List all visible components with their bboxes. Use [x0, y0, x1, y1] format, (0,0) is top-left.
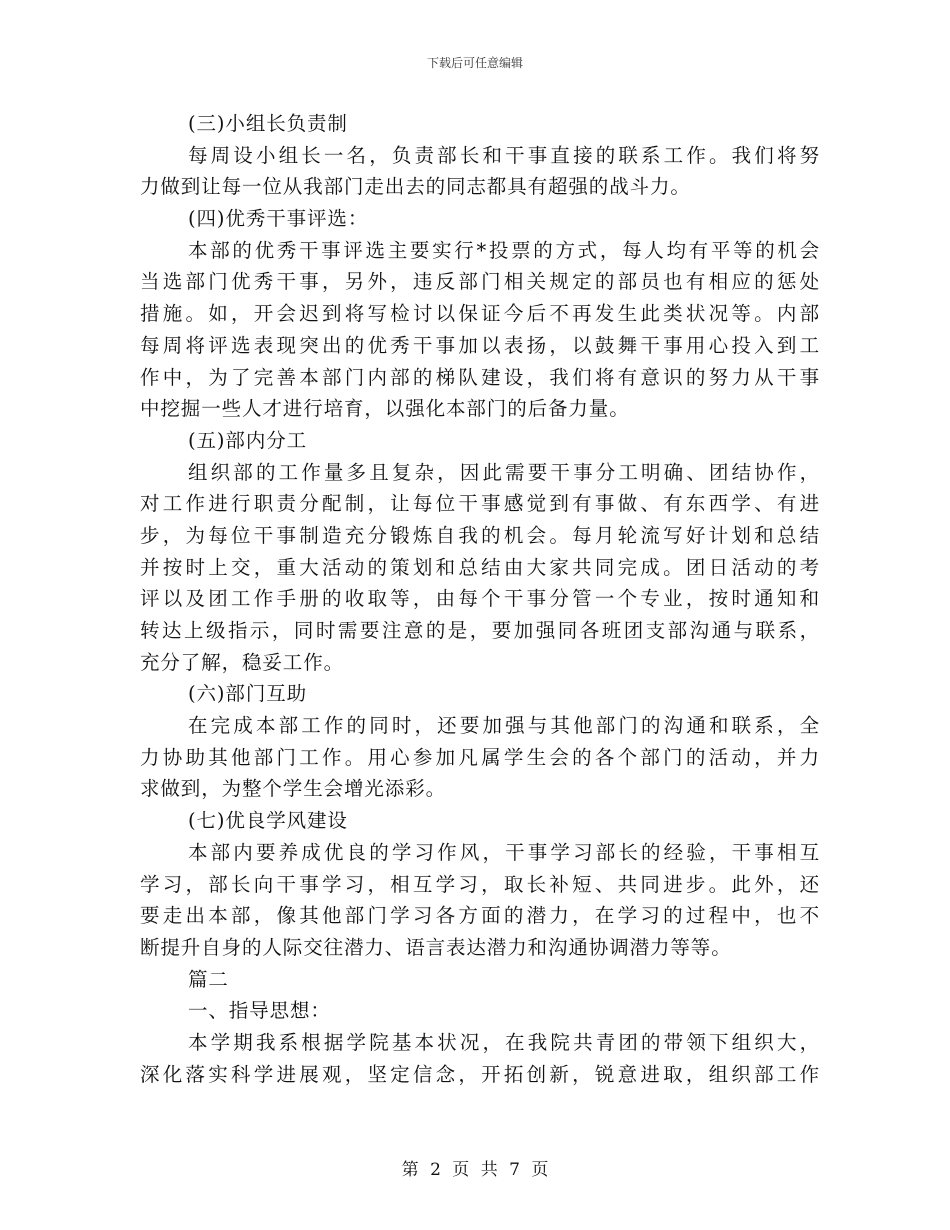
text-line: 本学期我系根据学院基本状况，在我院共青团的带领下组织大，: [188, 1030, 820, 1054]
text-line: 当选部门优秀干事，另外，违反部门相关规定的部员也有相应的惩处: [140, 270, 820, 294]
text-line: (三)小组长负责制: [188, 112, 348, 135]
text-line: 组织部的工作量多且复杂，因此需要干事分工明确、团结协作，: [188, 460, 820, 484]
text-line: 中挖掘一些人才进行培育，以强化本部门的后备力量。: [140, 397, 630, 421]
text-line: 在完成本部工作的同时，还要加强与其他部门的沟通和联系，全: [188, 714, 820, 738]
text-line: 本部内要养成优良的学习作风，干事学习部长的经验，干事相互: [188, 840, 820, 864]
text-line: 作中，为了完善本部门内部的梯队建设，我们将有意识的努力从干事: [140, 365, 820, 389]
text-line: 深化落实科学进展观，坚定信念，开拓创新，锐意进取，组织部工作: [140, 1062, 820, 1086]
text-line: 求做到，为整个学生会增光添彩。: [140, 777, 447, 801]
text-line: (六)部门互助: [188, 682, 308, 706]
text-line: 一、指导思想：: [188, 999, 331, 1023]
header-note: 下载后可任意编辑: [426, 56, 523, 70]
text-line: 步，为每位干事制造充分锻炼自我的机会。每月轮流写好计划和总结: [140, 523, 820, 547]
text-line: 篇二: [188, 967, 229, 991]
text-line: 学习，部长向干事学习，相互学习，取长补短、共同进步。此外，还: [140, 872, 820, 896]
text-line: 力做到让每一位从我部门走出去的同志都具有超强的战斗力。: [140, 175, 691, 199]
page-number-footer: 第 2 页 共 7 页: [401, 1160, 549, 1180]
text-line: 断提升自身的人际交往潜力、语言表达潜力和沟通协调潜力等等。: [140, 935, 732, 959]
text-line: 并按时上交，重大活动的策划和总结由大家共同完成。团日活动的考: [140, 555, 820, 579]
text-line: 措施。如，开会迟到将写检讨以保证今后不再发生此类状况等。内部: [140, 302, 820, 326]
text-line: 力协助其他部门工作。用心参加凡属学生会的各个部门的活动，并力: [140, 745, 820, 769]
text-line: 充分了解，稳妥工作。: [140, 650, 345, 674]
text-line: (五)部内分工: [188, 428, 308, 452]
text-line: 转达上级指示，同时需要注意的是，要加强同各班团支部沟通与联系，: [140, 619, 820, 642]
text-line: 评以及团工作手册的收取等，由每个干事分管一个专业，按时通知和: [140, 587, 820, 611]
document-body: [140, 108, 820, 1090]
text-line: 对工作进行职责分配制，让每位干事感觉到有事做、有东西学、有进: [140, 492, 820, 516]
text-line: 要走出本部，像其他部门学习各方面的潜力，在学习的过程中，也不: [140, 904, 820, 928]
text-line: 每周设小组长一名，负责部长和干事直接的联系工作。我们将努: [188, 143, 820, 167]
text-line: (七)优良学风建设: [188, 809, 348, 833]
text-line: (四)优秀干事评选：: [188, 207, 369, 231]
text-line: 每周将评选表现突出的优秀干事加以表扬，以鼓舞干事用心投入到工: [140, 333, 820, 357]
text-line: 本部的优秀干事评选主要实行*投票的方式，每人均有平等的机会: [188, 238, 820, 262]
